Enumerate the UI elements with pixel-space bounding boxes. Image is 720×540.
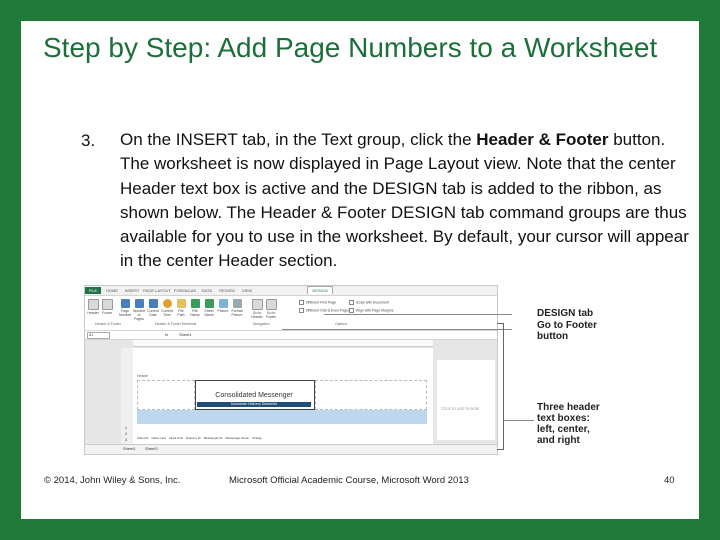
- footer-button[interactable]: [101, 299, 113, 315]
- format-picture-label: Format Picture: [231, 309, 243, 317]
- file-name-label: File Name: [190, 309, 200, 317]
- subtitle-bar: Downtown Delivery Deliveries: [197, 402, 311, 407]
- go-to-header-button[interactable]: [251, 299, 263, 319]
- number-of-pages-button[interactable]: [133, 299, 145, 321]
- tab-data[interactable]: DATA: [201, 288, 213, 293]
- sheet-tab-1[interactable]: Sheet1: [123, 446, 136, 451]
- tab-view[interactable]: VIEW: [241, 288, 253, 293]
- callout-go-to-footer: Go to Footer button: [537, 320, 597, 342]
- go-to-footer-button[interactable]: [265, 299, 277, 319]
- next-page: [437, 360, 495, 440]
- step-text: [120, 128, 690, 274]
- option-different-odd-even[interactable]: Different Odd & Even Pages: [299, 308, 350, 313]
- table-header: Messenger ID: [203, 436, 223, 440]
- row-number: 2: [125, 432, 127, 436]
- option-different-first-page[interactable]: Different First Page: [299, 300, 336, 305]
- sheet-icon: [205, 299, 214, 308]
- tab-design[interactable]: DESIGN: [307, 286, 333, 294]
- header-button-label: Header: [87, 311, 99, 315]
- worksheet-page: [133, 348, 433, 444]
- footer-copyright: © 2014, John Wiley & Sons, Inc.: [44, 475, 181, 486]
- tab-review[interactable]: REVIEW: [219, 288, 235, 293]
- go-to-header-icon: [252, 299, 263, 310]
- table-header: Client First: [168, 436, 184, 440]
- option-scale-with-document[interactable]: Scale with Document: [349, 300, 389, 305]
- ruler: [133, 340, 433, 347]
- number-of-pages-label: Number of Pages: [133, 309, 146, 321]
- table-header: Charge: [252, 436, 262, 440]
- format-picture-icon: [233, 299, 242, 308]
- go-to-header-label: Go to Header: [251, 311, 263, 319]
- step-number: 3.: [81, 131, 96, 150]
- group-header-footer-elements: Header & Footer Elements: [155, 322, 197, 326]
- data-region: [137, 410, 427, 424]
- table-header: Messenger Name: [225, 436, 250, 440]
- header-label: Header: [137, 374, 149, 378]
- company-title: Consolidated Messenger: [215, 392, 293, 399]
- picture-button[interactable]: [217, 299, 229, 313]
- current-date-label: Current Date: [147, 309, 159, 317]
- row-number: 1: [125, 426, 127, 430]
- format-picture-button[interactable]: [231, 299, 243, 317]
- footer-icon: [102, 299, 113, 310]
- go-to-footer-icon: [266, 299, 277, 310]
- header-boxes-bracket: [497, 323, 504, 450]
- sheet-tabs: [85, 444, 497, 455]
- left-header-box[interactable]: [137, 380, 195, 410]
- footer-button-label: Footer: [101, 311, 113, 315]
- design-tab-pointer: [324, 314, 512, 315]
- callout-header-boxes: Three header text boxes: left, center, and right: [537, 402, 600, 446]
- file-path-label: File Path: [177, 309, 185, 317]
- picture-icon: [219, 299, 228, 308]
- header-boxes-pointer: [504, 420, 534, 421]
- table-header: Client ID: [137, 436, 149, 440]
- sheet-name-button[interactable]: [203, 299, 215, 317]
- sheet-name-label: Sheet Name: [204, 309, 214, 317]
- clock-icon: [163, 299, 172, 308]
- table-header-row: [137, 436, 427, 442]
- excel-screenshot: [84, 285, 498, 455]
- footer-course: Microsoft Official Academic Course, Microsoft Word 2013: [229, 475, 469, 486]
- step-bold-header-footer: Header & Footer: [476, 130, 609, 149]
- file-path-button[interactable]: [175, 299, 187, 317]
- current-time-label: Current Time: [161, 309, 173, 317]
- sheet-tab-2[interactable]: Sheet2: [145, 446, 158, 451]
- ribbon-tabs: [85, 286, 497, 296]
- group-navigation: Navigation: [253, 322, 270, 326]
- page-number-label: Page Number: [119, 309, 132, 317]
- option-align-with-margins[interactable]: Align with Page Margins: [349, 308, 394, 313]
- tab-page-layout[interactable]: PAGE LAYOUT: [143, 288, 171, 293]
- table-header: Delivery ID: [186, 436, 201, 440]
- tab-insert[interactable]: INSERT: [124, 288, 140, 293]
- file-name-button[interactable]: [189, 299, 201, 317]
- formula-bar: [85, 331, 497, 340]
- formula-input[interactable]: Sheet1: [179, 332, 192, 337]
- name-box[interactable]: A1: [87, 332, 110, 339]
- tab-file[interactable]: FILE: [85, 287, 101, 294]
- row-number: 3: [125, 438, 127, 442]
- folder-icon: [177, 299, 186, 308]
- right-header-box[interactable]: [315, 380, 427, 410]
- page-layout-area: [85, 340, 497, 444]
- header-button[interactable]: [87, 299, 99, 315]
- step-text-part-2: button. The worksheet is now displayed in Page Layout view. Note that the center Header text box is active and the DESIGN tab is added to the ribbon, as shown below. The Header & Footer DESIGN tab command groups are thus available for you to use in the worksheet. By default, your cursor will appear in the center Header section.: [120, 130, 689, 271]
- callout-design-tab: DESIGN tab: [537, 308, 594, 319]
- group-header-footer: Header & Footer: [95, 322, 121, 326]
- picture-label: Picture: [217, 309, 229, 313]
- footer-page-number: 40: [664, 475, 675, 486]
- tab-formulas[interactable]: FORMULAS: [173, 288, 197, 293]
- current-date-icon: [149, 299, 158, 308]
- fx-icon[interactable]: fx: [165, 332, 169, 337]
- add-header-placeholder[interactable]: Click to add header: [441, 406, 480, 411]
- page-number-button[interactable]: [119, 299, 131, 317]
- current-date-button[interactable]: [147, 299, 159, 317]
- step-text-part-1: On the INSERT tab, in the Text group, click the: [120, 130, 477, 149]
- current-time-button[interactable]: [161, 299, 173, 317]
- go-to-footer-label: Go to Footer: [265, 311, 277, 319]
- group-options: Options: [335, 322, 348, 326]
- header-icon: [88, 299, 99, 310]
- go-to-footer-pointer: [282, 329, 512, 330]
- file-icon: [191, 299, 200, 308]
- tab-home[interactable]: HOME: [106, 288, 118, 293]
- page-number-icon: [121, 299, 130, 308]
- slide-title: Step by Step: Add Page Numbers to a Worksheet: [43, 32, 658, 63]
- table-header: Client Last: [151, 436, 166, 440]
- number-of-pages-icon: [135, 299, 144, 308]
- row-headers: [121, 348, 133, 444]
